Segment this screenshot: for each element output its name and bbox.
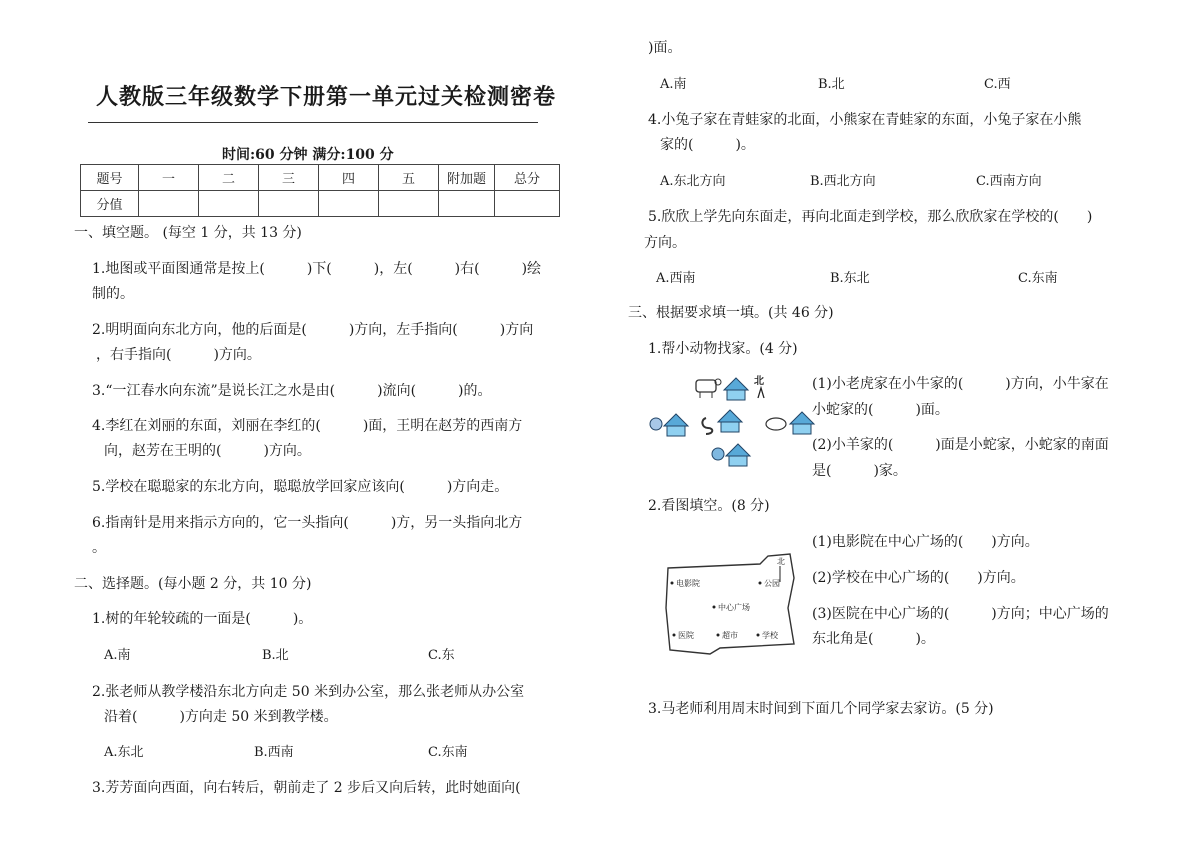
title-divider	[88, 122, 538, 123]
option-b: B.北	[262, 648, 289, 663]
score-table-header-row	[81, 165, 560, 191]
table-cell: 四	[319, 165, 379, 191]
page-title: 人教版三年级数学下册第一单元过关检测密卷	[96, 85, 557, 110]
option-c: C.西南方向	[976, 174, 1042, 189]
house-icon	[790, 412, 814, 434]
option-c: C.西	[984, 77, 1011, 92]
score-table-value-row	[81, 191, 560, 217]
question-text: 家的( )。	[660, 137, 755, 153]
house-icon	[726, 444, 750, 466]
option-b: B.北	[818, 77, 845, 92]
map-dot	[717, 634, 720, 637]
question-text: 6.指南针是用来指示方向的，它一头指向( )方，另一头指向北方	[92, 515, 523, 531]
question-text: (1)小老虎家在小牛家的( )方向，小牛家在	[812, 376, 1109, 392]
exam-info: 时间:60 分钟 满分:100 分	[222, 147, 394, 163]
question-text: (3)医院在中心广场的( )方向；中心广场的	[812, 606, 1109, 622]
snake-icon	[702, 418, 712, 434]
table-cell: 二	[199, 165, 259, 191]
tiger-icon	[712, 448, 724, 460]
map-dot	[757, 634, 760, 637]
option-c: C.东南	[428, 745, 468, 760]
question-text: 4.李红在刘丽的东面，刘丽在李红的( )面，王明在赵芳的西南方	[92, 418, 523, 434]
table-cell	[199, 191, 259, 217]
question-text: 。	[92, 540, 106, 556]
question-text: 1.地图或平面图通常是按上( )下( )，左( )右( )绘	[92, 261, 542, 277]
table-cell: 三	[259, 165, 319, 191]
question-text: 3.“一江春水向东流”是说长江之水是由( )流向( )的。	[92, 383, 492, 399]
option-a: A.西南	[656, 271, 696, 286]
map-label-center: 中心广场	[718, 603, 750, 612]
question-text: 东北角是( )。	[812, 631, 935, 647]
table-cell	[379, 191, 439, 217]
question-text: 方向。	[644, 235, 686, 251]
question-text: 沿着( )方向走 50 米到教学楼。	[104, 709, 338, 725]
map-dot	[759, 582, 762, 585]
question-text: 是( )家。	[812, 463, 907, 479]
map-label-cinema: 电影院	[676, 579, 700, 588]
house-icon	[724, 378, 748, 400]
table-cell: 五	[379, 165, 439, 191]
question-text: 3.芳芳面向西面，向右转后，朝前走了 2 步后又向后转，此时她面向(	[92, 780, 521, 796]
question-text: 2.看图填空。(8 分)	[648, 498, 770, 514]
map-dot	[671, 582, 674, 585]
table-cell	[495, 191, 560, 217]
question-text: 2.明明面向东北方向，他的后面是( )方向，左手指向( )方向	[92, 322, 534, 338]
table-cell	[439, 191, 495, 217]
map-label-market: 超市	[722, 631, 738, 640]
question-text: 5.学校在聪聪家的东北方向，聪聪放学回家应该向( )方向走。	[92, 479, 509, 495]
option-c: C.东	[428, 648, 455, 663]
sheep-icon	[766, 418, 786, 430]
table-cell: 一	[139, 165, 199, 191]
table-cell: 题号	[81, 165, 139, 191]
table-cell: 分值	[81, 191, 139, 217]
frog-icon	[650, 418, 662, 430]
map-label-hospital: 医院	[678, 631, 694, 640]
question-text: 2.张老师从教学楼沿东北方向走 50 米到办公室，那么张老师从办公室	[92, 684, 525, 700]
option-b: B.西北方向	[810, 174, 876, 189]
question-text: )面。	[648, 40, 682, 56]
option-b: B.东北	[830, 271, 870, 286]
question-text: (2)学校在中心广场的( )方向。	[812, 570, 1025, 586]
map-dot	[673, 634, 676, 637]
question-text: (2)小羊家的( )面是小蛇家，小蛇家的南面	[812, 437, 1109, 453]
question-text: 制的。	[92, 286, 134, 302]
house-icon	[664, 414, 688, 436]
house-icon	[718, 410, 742, 432]
question-text: ，右手指向( )方向。	[96, 347, 261, 363]
question-text: 4.小兔子家在青蛙家的北面，小熊家在青蛙家的东面，小兔子家在小熊	[648, 112, 1082, 128]
table-cell: 附加题	[439, 165, 495, 191]
map-label-school: 学校	[762, 631, 778, 640]
question-text: 小蛇家的( )面。	[812, 402, 949, 418]
north-label: 北	[754, 376, 764, 387]
north-label: 北	[777, 557, 785, 566]
animal-homes-diagram	[648, 372, 818, 472]
table-cell	[319, 191, 379, 217]
option-a: A.东北方向	[660, 174, 726, 189]
question-text: 1.树的年轮较疏的一面是( )。	[92, 611, 313, 627]
section-heading: 一、填空题。 (每空 1 分，共 13 分)	[74, 225, 302, 241]
cow-icon	[696, 379, 721, 398]
option-a: A.南	[660, 77, 687, 92]
town-map	[660, 548, 800, 660]
question-text: 5.欣欣上学先向东面走，再向北面走到学校，那么欣欣家在学校的( )	[648, 209, 1093, 225]
question-text: 1.帮小动物找家。(4 分)	[648, 341, 798, 357]
section-heading: 三、根据要求填一填。(共 46 分)	[628, 305, 834, 321]
option-a: A.东北	[104, 745, 144, 760]
map-dot	[713, 606, 716, 609]
section-heading: 二、选择题。(每小题 2 分，共 10 分)	[74, 576, 312, 592]
table-cell	[139, 191, 199, 217]
map-label-park: 公园	[764, 579, 780, 588]
option-b: B.西南	[254, 745, 294, 760]
option-a: A.南	[104, 648, 131, 663]
question-text: (1)电影院在中心广场的( )方向。	[812, 534, 1039, 550]
question-text: 向，赵芳在王明的( )方向。	[104, 443, 311, 459]
score-table	[80, 164, 560, 217]
north-arrow-icon	[758, 388, 764, 398]
question-text: 3.马老师利用周末时间到下面几个同学家去家访。(5 分)	[648, 701, 994, 717]
table-cell: 总分	[495, 165, 560, 191]
option-c: C.东南	[1018, 271, 1058, 286]
table-cell	[259, 191, 319, 217]
